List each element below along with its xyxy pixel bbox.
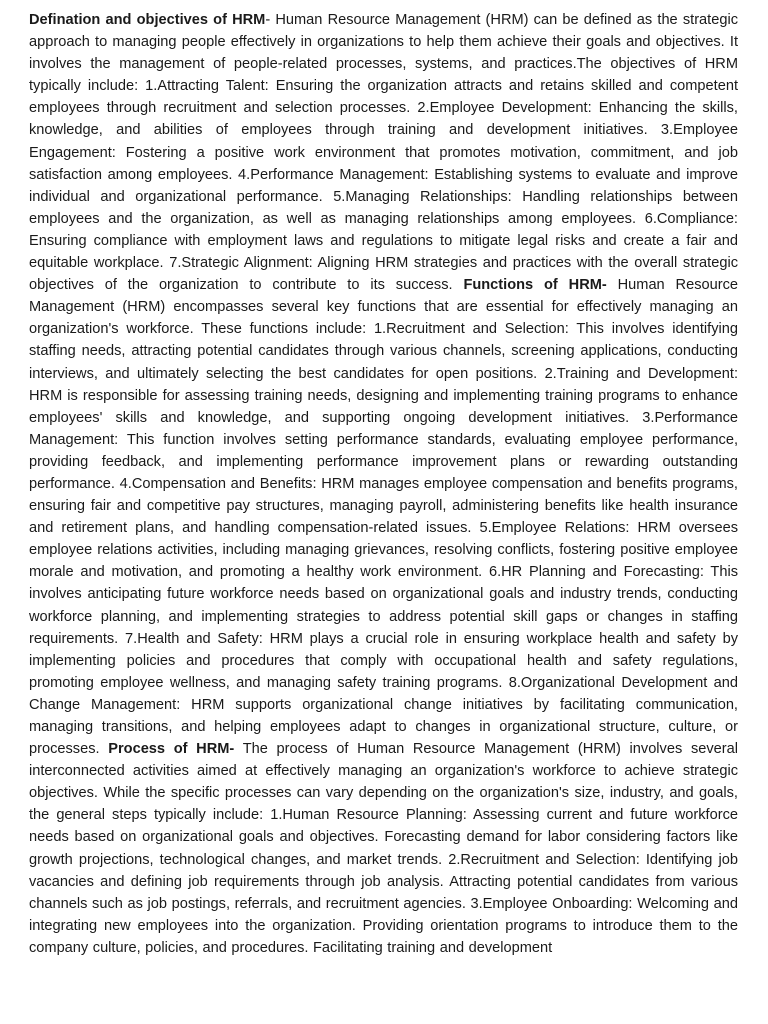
document-body — [29, 9, 738, 959]
body-functions: Human Resource Management (HRM) encompasses several key functions that are essential for effectively managing an organization's workforce. These functions include: 1.Recruitment and Selection: This involves identifying staffing needs, attracting potential candidates through various channels, screening applications, conducting interviews, and ultimately selecting the best candidates for open positions. 2.Training and Development: HRM is responsible for assessing training needs, designing and implementing training programs to enhance employees' skills and knowledge, and supporting ongoing development initiatives. 3.Performance Management: This function involves setting performance standards, evaluating employee performance, providing feedback, and implementing performance improvement plans or rewarding outstanding performance. 4.Compensation and Benefits: HRM manages employee compensation and benefits programs, ensuring fair and competitive pay structures, managing payroll, administering benefits like health insurance and retirement plans, and handling compensation-related issues. 5.Employee Relations: HRM oversees employee relations activities, including managing grievances, resolving conflicts, fostering positive employee morale and motivation, and promoting a healthy work environment. 6.HR Planning and Forecasting: This involves anticipating future workforce needs based on organizational goals and industry trends, conducting workforce planning, and implementing strategies to address potential skill gaps or changes in staffing requirements. 7.Health and Safety: HRM plays a crucial role in ensuring workplace health and safety by implementing policies and procedures that comply with occupational health and safety regulations, promoting employee wellness, and managing safety training programs. 8.Organizational Development and Change Management: HRM supports organizational change initiatives by facilitating communication, managing transitions, and helping employees adapt to changes in organizational structure, culture, or processes. — [29, 277, 738, 758]
heading-functions: Functions of HRM- — [463, 277, 607, 294]
body-definition-objectives: - Human Resource Management (HRM) can be defined as the strategic approach to managing people effectively in organizations to help them achieve their goals and objectives. It involves the management of people-related processes, systems, and practices.The objectives of HRM typically include: 1.Attracting Talent: Ensuring the organization attracts and retains skilled and competent employees through recruitment and selection processes. 2.Employee Development: Enhancing the skills, knowledge, and abilities of employees through training and development initiatives. 3.Employee Engagement: Fostering a positive work environment that promotes motivation, commitment, and job satisfaction among employees. 4.Performance Management: Establishing systems to evaluate and improve individual and organizational performance. 5.Managing Relationships: Handling relationships between employees and the organization, as well as managing relationships among employees. 6.Compliance: Ensuring compliance with employment laws and regulations to mitigate legal risks and create a fair and equitable workplace. 7.Strategic Alignment: Aligning HRM strategies and practices with the overall strategic objectives of the organization to contribute to its success. — [29, 12, 738, 294]
body-process: The process of Human Resource Management (HRM) involves several interconnected activities aimed at effectively managing an organization's workforce to achieve strategic objectives. While the specific processes can vary depending on the organization's size, industry, and goals, the general steps typically include: 1.Human Resource Planning: Assessing current and future workforce needs based on organizational goals and objectives. Forecasting demand for labor considering factors like growth projections, technological changes, and market trends. 2.Recruitment and Selection: Identifying job vacancies and defining job requirements through job analysis. Attracting potential candidates from various channels such as job postings, referrals, and recruitment agencies. 3.Employee Onboarding: Welcoming and integrating new employees into the organization. Providing orientation programs to introduce them to the company culture, policies, and procedures. Facilitating training and development — [29, 741, 738, 956]
heading-process: Process of HRM- — [108, 741, 235, 758]
heading-definition-objectives: Defination and objectives of HRM — [29, 12, 266, 28]
